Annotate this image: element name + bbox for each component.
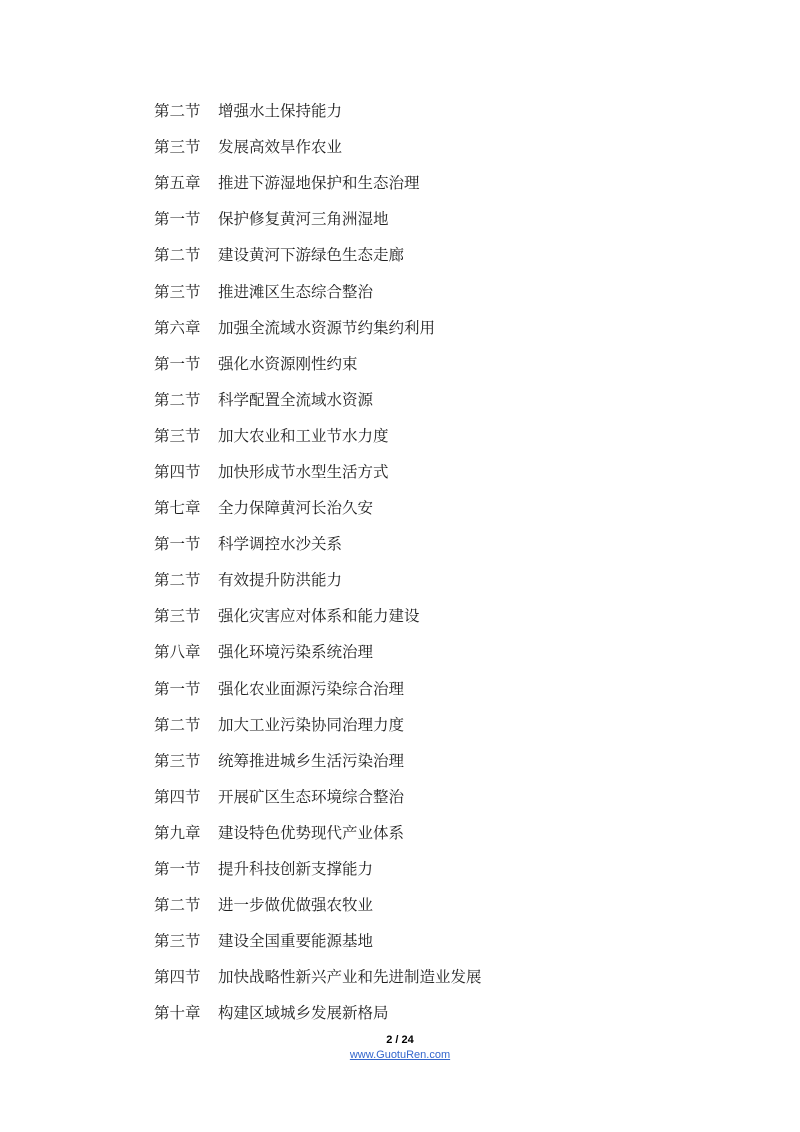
toc-entry-title: 保护修复黄河三角洲湿地 [218,210,389,229]
toc-entry-title: 加快形成节水型生活方式 [218,462,389,481]
toc-entry-number: 第一节 [154,679,201,698]
toc-entry-number: 第二节 [154,896,201,915]
toc-entry [154,814,754,850]
toc-entry-title: 强化农业面源污染综合治理 [218,679,405,698]
toc-entry-title: 全力保障黄河长治久安 [218,499,374,518]
toc-entry [154,381,754,417]
toc-entry [154,200,754,236]
table-of-contents [154,92,754,1030]
toc-entry-number: 第一节 [154,210,201,229]
toc-entry-title: 科学调控水沙关系 [218,535,343,554]
toc-entry [154,706,754,742]
toc-entry-title: 增强水土保持能力 [218,102,343,121]
toc-entry [154,597,754,633]
toc-entry-title: 提升科技创新支撑能力 [218,860,374,879]
toc-entry-title: 加大农业和工业节水力度 [218,426,389,445]
toc-entry-title: 建设黄河下游绿色生态走廊 [218,246,405,265]
toc-entry-number: 第三节 [154,138,201,157]
toc-entry [154,742,754,778]
toc-entry-title: 建设全国重要能源基地 [218,932,374,951]
toc-entry-title: 强化灾害应对体系和能力建设 [218,607,420,626]
toc-entry [154,92,754,128]
toc-entry-title: 开展矿区生态环境综合整治 [218,787,405,806]
toc-entry [154,561,754,597]
toc-entry [154,309,754,345]
toc-entry [154,922,754,958]
toc-entry-title: 强化环境污染系统治理 [218,643,374,662]
toc-entry-title: 推进滩区生态综合整治 [218,282,374,301]
toc-entry-number: 第二节 [154,715,201,734]
toc-entry-number: 第四节 [154,968,201,987]
toc-entry-title: 进一步做优做强农牧业 [218,896,374,915]
toc-entry-number: 第六章 [154,318,201,337]
toc-entry [154,886,754,922]
toc-entry-title: 统筹推进城乡生活污染治理 [218,751,405,770]
toc-entry [154,164,754,200]
toc-entry-number: 第二节 [154,571,201,590]
toc-entry-number: 第三节 [154,751,201,770]
toc-entry-number: 第二节 [154,390,201,409]
toc-entry-number: 第三节 [154,426,201,445]
toc-entry [154,525,754,561]
toc-entry [154,272,754,308]
page-footer [0,1034,800,1061]
toc-entry-title: 加强全流域水资源节约集约利用 [218,318,436,337]
toc-entry [154,958,754,994]
toc-entry-number: 第九章 [154,823,201,842]
page-number: 2 / 24 [386,1034,414,1046]
toc-entry-title: 加大工业污染协同治理力度 [218,715,405,734]
toc-entry-number: 第三节 [154,932,201,951]
toc-entry [154,345,754,381]
toc-entry-number: 第十章 [154,1004,201,1023]
toc-entry [154,850,754,886]
site-link[interactable]: www.GuotuRen.com [349,1049,451,1061]
toc-entry-number: 第四节 [154,462,201,481]
toc-entry-number: 第一节 [154,860,201,879]
toc-entry [154,670,754,706]
toc-entry [154,994,754,1030]
toc-entry-number: 第四节 [154,787,201,806]
toc-entry-title: 建设特色优势现代产业体系 [218,823,405,842]
toc-entry-title: 构建区域城乡发展新格局 [218,1004,389,1023]
toc-entry [154,778,754,814]
toc-entry [154,489,754,525]
toc-entry-number: 第一节 [154,354,201,373]
toc-entry-number: 第七章 [154,499,201,518]
toc-entry-title: 发展高效旱作农业 [218,138,343,157]
toc-entry-number: 第八章 [154,643,201,662]
toc-entry-number: 第三节 [154,607,201,626]
toc-entry-number: 第二节 [154,102,201,121]
toc-entry [154,236,754,272]
toc-entry [154,417,754,453]
toc-entry [154,633,754,669]
toc-entry-title: 加快战略性新兴产业和先进制造业发展 [218,968,482,987]
toc-entry-number: 第二节 [154,246,201,265]
toc-entry-title: 科学配置全流域水资源 [218,390,374,409]
toc-entry [154,453,754,489]
toc-entry-number: 第五章 [154,174,201,193]
toc-entry [154,128,754,164]
toc-entry-title: 强化水资源刚性约束 [218,354,358,373]
toc-entry-number: 第三节 [154,282,201,301]
toc-entry-title: 有效提升防洪能力 [218,571,343,590]
toc-entry-title: 推进下游湿地保护和生态治理 [218,174,420,193]
toc-entry-number: 第一节 [154,535,201,554]
